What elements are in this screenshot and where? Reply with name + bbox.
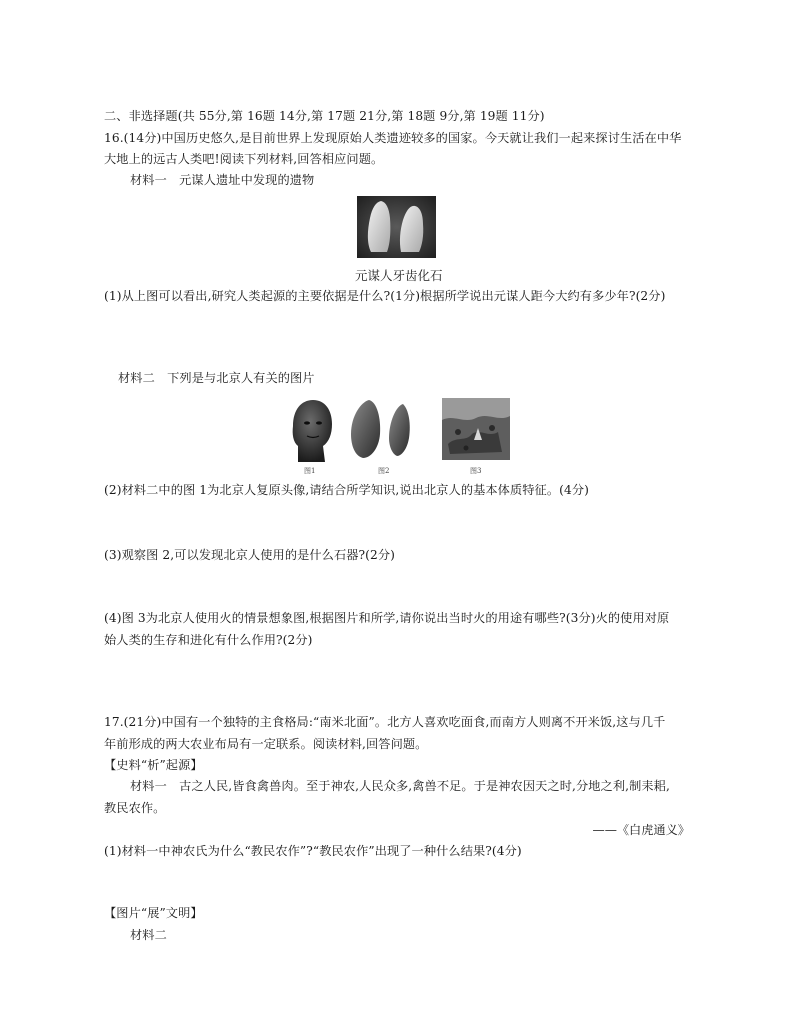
section-header: 二、非选择题(共 55分,第 16题 14分,第 17题 21分,第 18题 9分,第 19题 11分) bbox=[104, 109, 545, 123]
peking-man-bust-image bbox=[283, 396, 341, 462]
yuanmou-teeth-photo bbox=[357, 196, 436, 258]
q16-question4-line1: (4)图 3为北京人使用火的情景想象图,根据图片和所学,请你说出当时火的用途有哪些?(3分)火的使用对原 bbox=[104, 611, 670, 625]
q16-question3: (3)观察图 2,可以发现北京人使用的是什么石器?(2分) bbox=[104, 548, 396, 562]
q16-intro-line1: 16.(14分)中国历史悠久,是目前世界上发现原始人类遗迹较多的国家。今天就让我们一起来探讨生活在中华 bbox=[104, 131, 682, 145]
fig3-label: 图3 bbox=[470, 467, 482, 475]
q17-material1-line1: 材料一 古之人民,皆食禽兽肉。至于神农,人民众多,禽兽不足。于是神农因天之时,分地之利,制耒耜, bbox=[130, 779, 670, 793]
q16-question2: (2)材料二中的图 1为北京人复原头像,请结合所学知识,说出北京人的基本体质特征。(4分) bbox=[104, 483, 589, 497]
peking-man-fire-scene-image bbox=[442, 398, 510, 460]
q16-question4-line2: 始人类的生存和进化有什么作用?(2分) bbox=[104, 633, 313, 647]
fig2-label: 图2 bbox=[378, 467, 390, 475]
q16-intro-line2: 大地上的远古人类吧!阅读下列材料,回答相应问题。 bbox=[104, 152, 384, 166]
q17-material1-line2: 教民农作。 bbox=[104, 801, 166, 815]
q17-intro-line1: 17.(21分)中国有一个独特的主食格局:“南米北面”。北方人喜欢吃面食,而南方人则离不开米饭,这与几千 bbox=[104, 715, 666, 729]
stone-tools-image bbox=[347, 398, 413, 460]
fig1-label: 图1 bbox=[304, 467, 316, 475]
q17-section1-title: 【史料“析”起源】 bbox=[104, 758, 203, 772]
q16-material1-caption: 元谋人牙齿化石 bbox=[355, 268, 443, 283]
q17-material2-title: 材料二 bbox=[130, 928, 167, 942]
q17-intro-line2: 年前形成的两大农业布局有一定联系。阅读材料,回答问题。 bbox=[104, 737, 428, 751]
q17-question1: (1)材料一中神农氏为什么“教民农作”?“教民农作”出现了一种什么结果?(4分) bbox=[104, 844, 522, 858]
q16-material2-title: 材料二 下列是与北京人有关的图片 bbox=[118, 371, 315, 385]
q16-question1: (1)从上图可以看出,研究人类起源的主要依据是什么?(1分)根据所学说出元谋人距今大约有多少年?(2分) bbox=[104, 289, 666, 303]
q17-section2-title: 【图片“展”文明】 bbox=[104, 906, 203, 920]
stone-tool-right bbox=[389, 404, 410, 456]
stone-tool-left bbox=[351, 400, 380, 458]
q17-material1-source: ——《白虎通义》 bbox=[592, 823, 690, 837]
q16-material1-title: 材料一 元谋人遗址中发现的遗物 bbox=[130, 173, 315, 187]
